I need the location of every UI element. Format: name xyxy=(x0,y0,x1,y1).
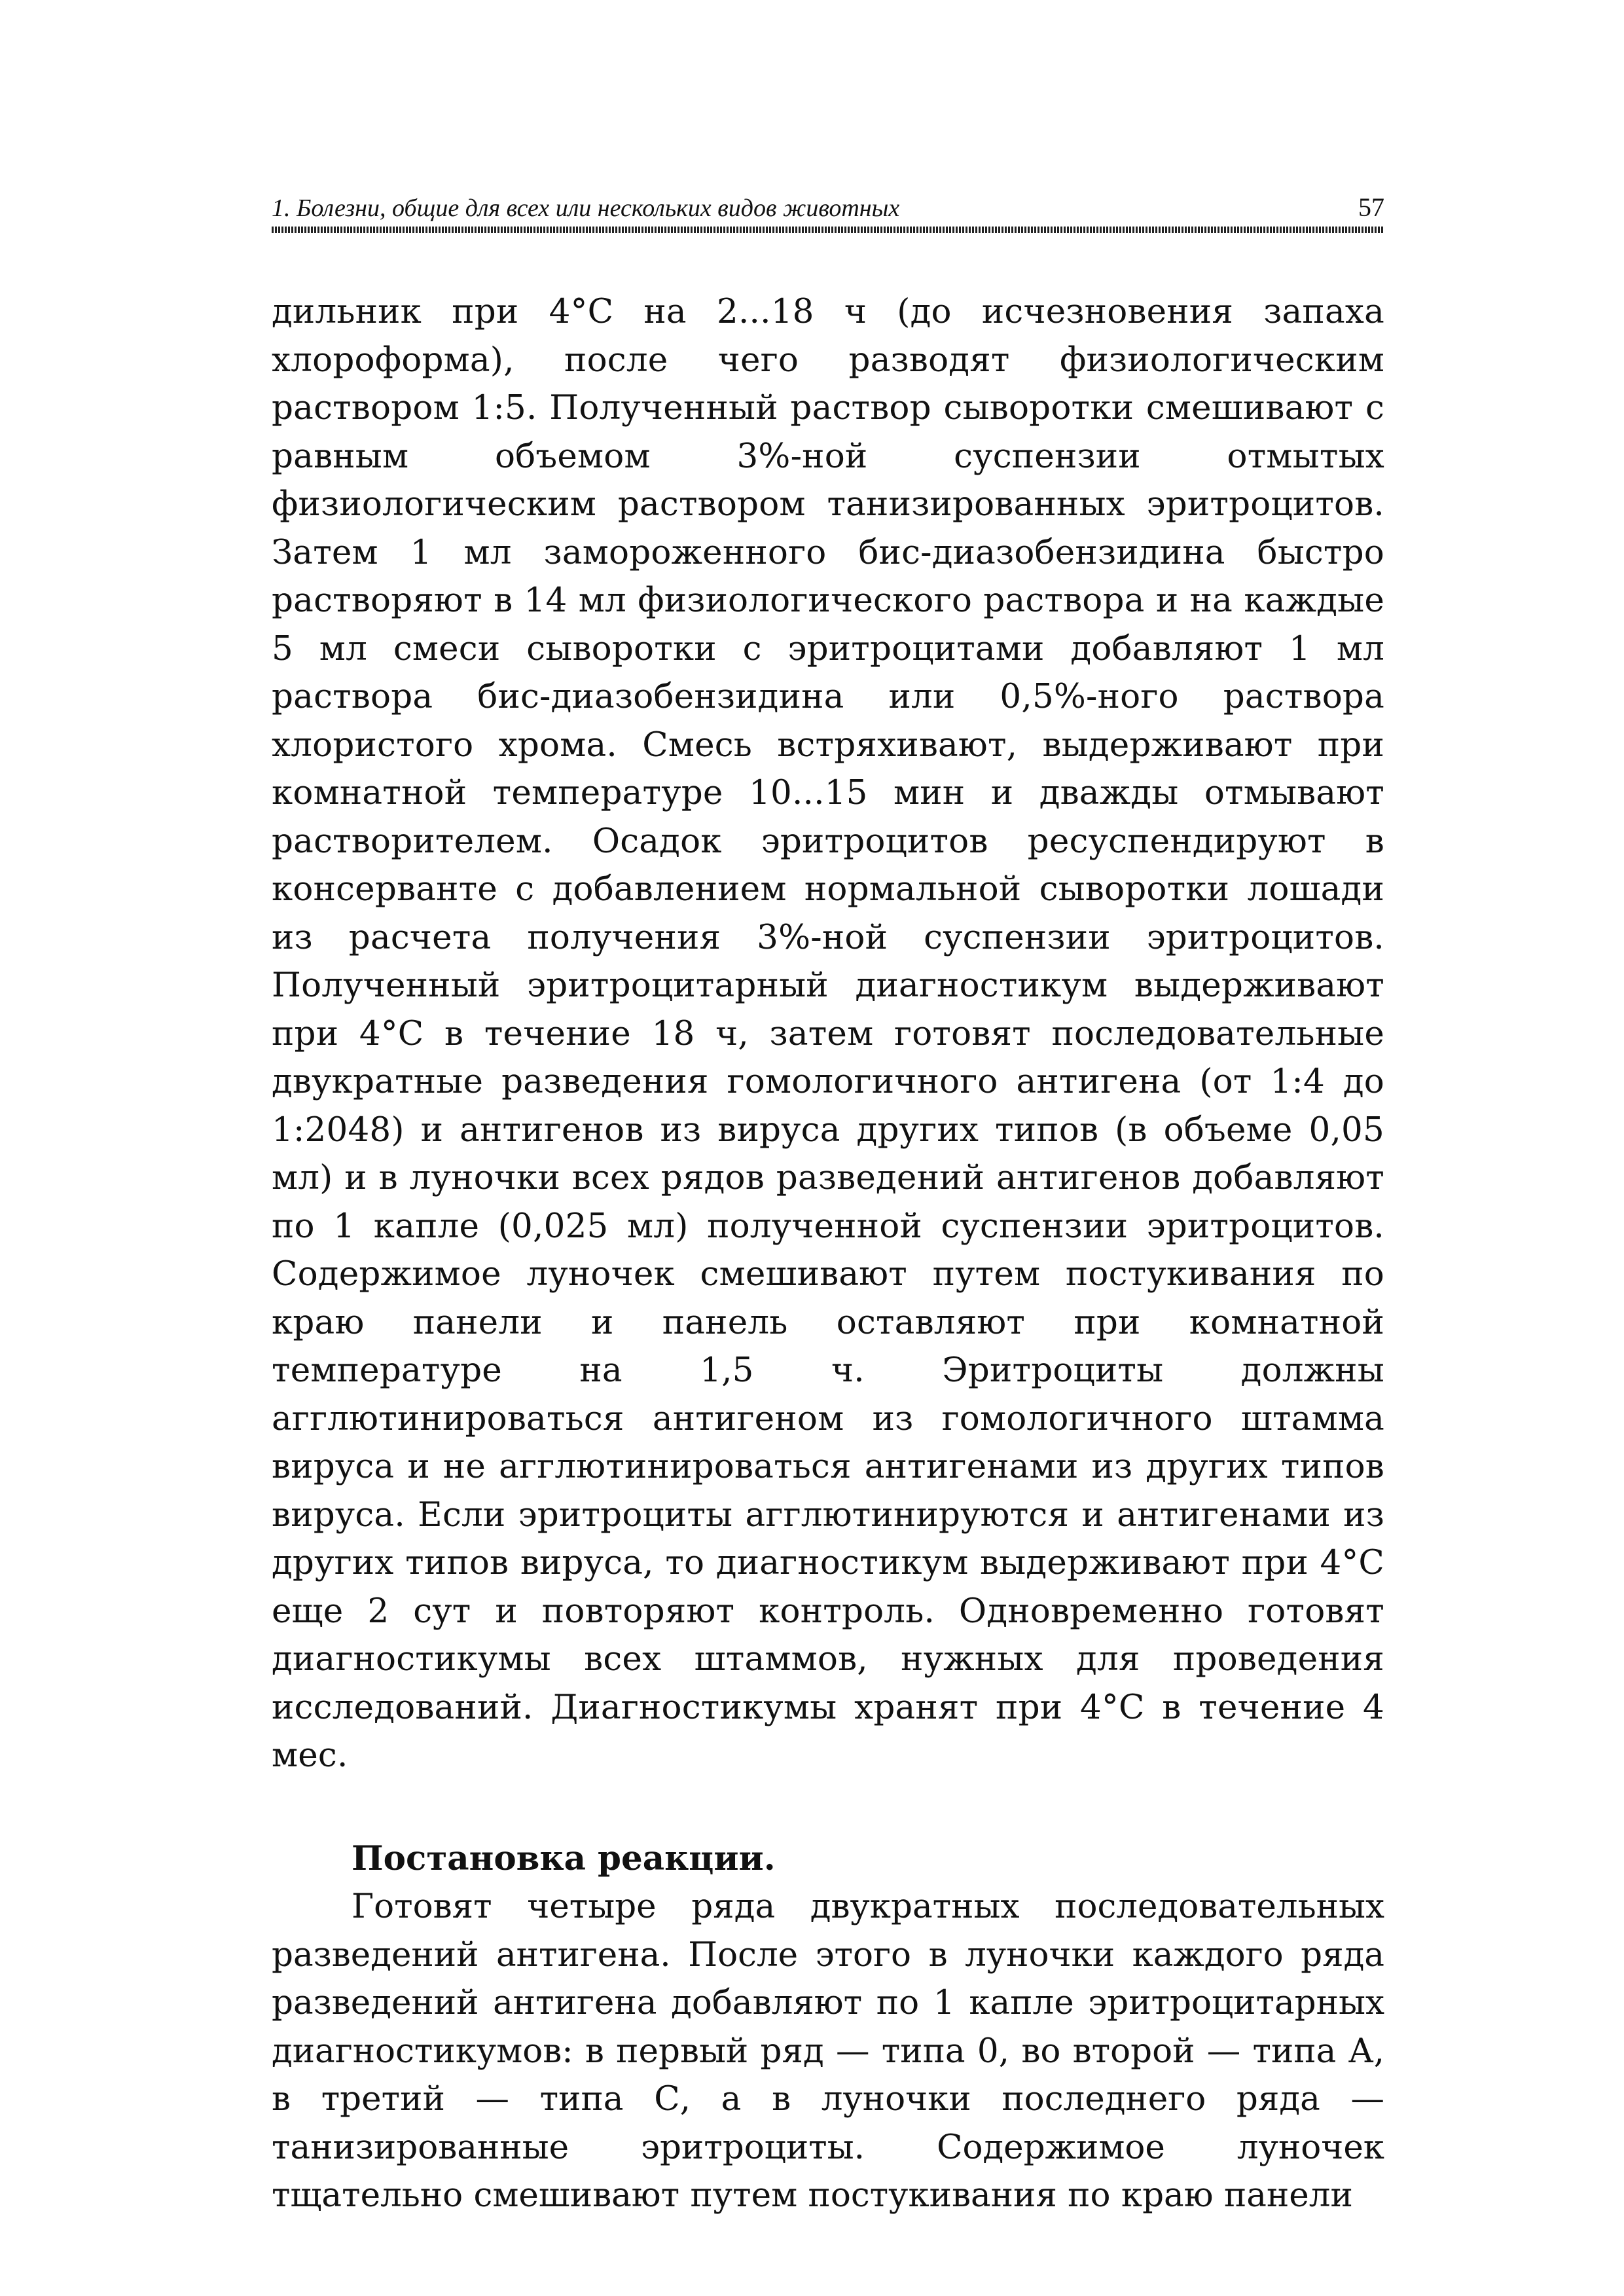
section-reaction-setup xyxy=(272,1835,1384,2220)
body-text xyxy=(272,288,1384,1780)
book-page xyxy=(272,183,1384,2220)
continued-paragraph: дильник при 4°С на 2...18 ч (до исчезновения запаха хлороформа), после чего разводят физиологическим раствором 1:5. Полученный раствор сыворотки смешивают с равным объемом 3%-ной суспензии отмытых физиологическим раствором танизированных эритроцитов. Затем 1 мл замороженного бис-диазобензидина быстро растворяют в 14 мл физиологического раствора и на каждые 5 мл смеси сыворотки с эритроцитами добавляют 1 мл раствора бис-диазобензидина или 0,5%-ного раствора хлористого хрома. Смесь встряхивают, выдерживают при комнатной температуре 10...15 мин и дважды отмывают растворителем. Осадок эритроцитов ресуспендируют в консерванте с добавлением нормальной сыворотки лошади из расчета получения 3%-ной суспензии эритроцитов. Полученный эритроцитарный диагностикум выдерживают при 4°С в течение 18 ч, затем готовят последовательные двукратные разведения гомологичного антигена (от 1:4 до 1:2048) и антигенов из вируса других типов (в объеме 0,05 мл) и в луночки всех рядов разведений антигенов добавляют по 1 капле (0,025 мл) полученной суспензии эритроцитов. Содержимое луночек смешивают путем постукивания по краю панели и панель оставляют при комнатной температуре на 1,5 ч. Эритроциты должны агглютинироваться антигеном из гомологичного штамма вируса и не агглютинироваться антигенами из других типов вируса. Если эритроциты агглютинируются и антигенами из других типов вируса, то диагностикум выдерживают при 4°С еще 2 сут и повторяют контроль. Одновременно готовят диагностикумы всех штаммов, нужных для проведения исследований. Диагностикумы хранят при 4°С в течение 4 мес. xyxy=(272,292,1384,1775)
header-rule-divider xyxy=(272,227,1384,233)
section-paragraph: Готовят четыре ряда двукратных последовательных разведений антигена. После этого в луночки каждого ряда разведений антигена добавляют по 1 капле эритроцитарных диагностикумов: в первый ряд — типа 0, во второй — типа А, в третий — типа С, а в луночки последнего ряда — танизированные эритроциты. Содержимое луночек тщательно смешивают путем постукивания по краю панели xyxy=(272,1887,1384,2215)
running-header-title: 1. Болезни, общие для всех или нескольких видов животных xyxy=(272,194,900,222)
section-heading: Постановка реакции. xyxy=(352,1838,776,1878)
page-number: 57 xyxy=(1358,192,1384,222)
running-header xyxy=(272,183,1384,223)
